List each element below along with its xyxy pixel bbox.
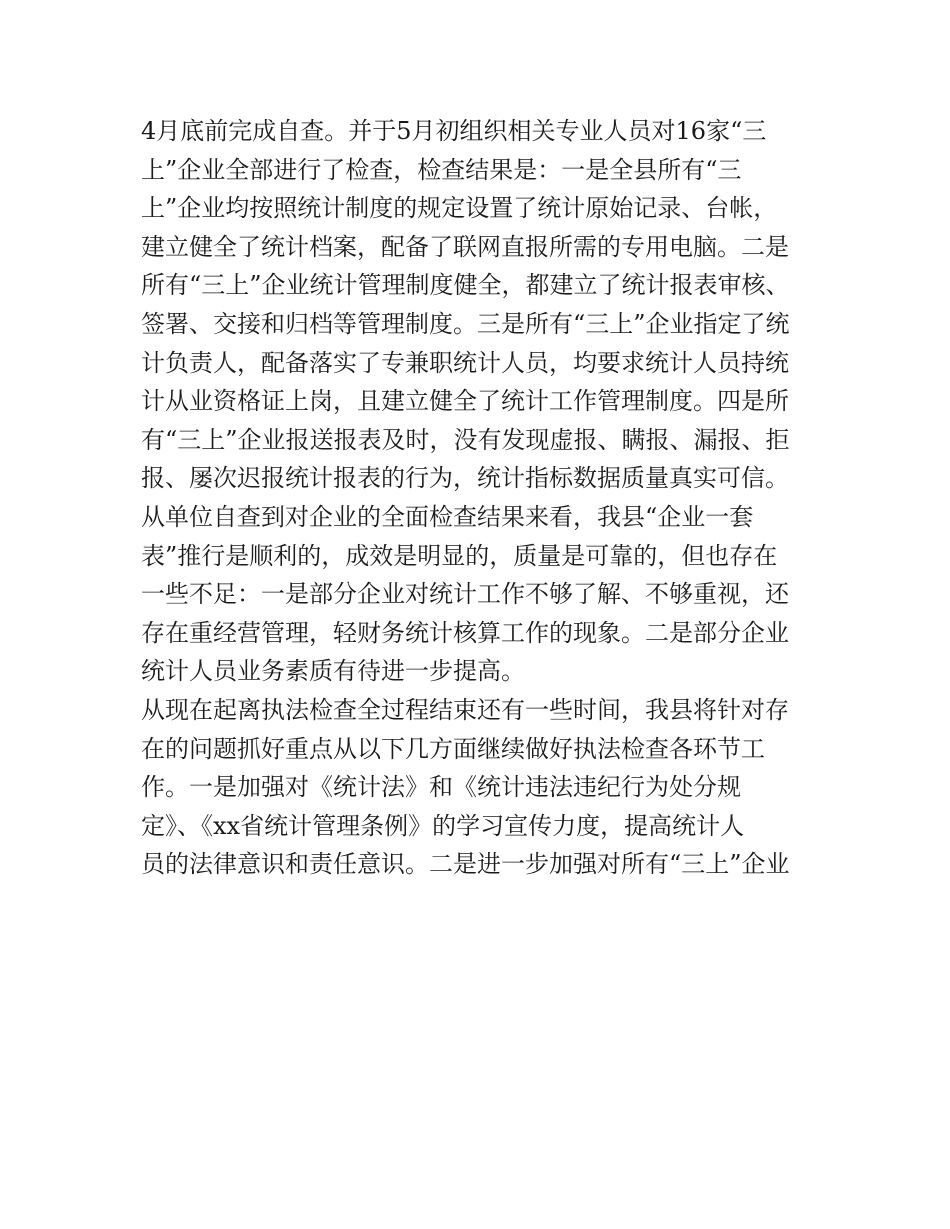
text-line: 所有“三上”企业统计管理制度健全，都建立了统计报表审核、 (141, 271, 790, 300)
text-line: 作。一是加强对《统计法》和《统计违法违纪行为处分规 (141, 773, 741, 802)
text-line: 上”企业全部进行了检查，检查结果是：一是全县所有“三 (141, 155, 742, 184)
text-line: 报、屡次迟报统计报表的行为，统计指标数据质量真实可信。 (141, 464, 789, 493)
text-line: 从单位自查到对企业的全面检查结果来看，我县“企业一套 (141, 502, 754, 531)
text-line: 计负责人，配备落实了专兼职统计人员，均要求统计人员持统 (141, 348, 789, 377)
text-line: 上”企业均按照统计制度的规定设置了统计原始记录、台帐， (141, 194, 778, 223)
text-line: 签署、交接和归档等管理制度。三是所有“三上”企业指定了统 (141, 309, 790, 338)
text-line: 员的法律意识和责任意识。二是进一步加强对所有“三上”企业 (141, 850, 790, 879)
text-line: 有“三上”企业报送报表及时，没有发现虚报、瞒报、漏报、拒 (141, 425, 790, 454)
text-line: 统计人员业务素质有待进一步提高。 (141, 657, 525, 686)
text-line: 从现在起离执法检查全过程结束还有一些时间，我县将针对存 (141, 695, 789, 724)
text-line: 存在重经营管理，轻财务统计核算工作的现象。二是部分企业 (141, 618, 789, 647)
text-line: 在的问题抓好重点从以下几方面继续做好执法检查各环节工 (141, 734, 765, 763)
text-line: 4月底前完成自查。并于5月初组织相关专业人员对16家“三 (141, 117, 767, 145)
text-line: 定》、《xx省统计管理条例》的学习宣传力度，提高统计人 (141, 811, 745, 840)
text-line: 建立健全了统计档案，配备了联网直报所需的专用电脑。二是 (141, 232, 789, 261)
text-line: 一些不足：一是部分企业对统计工作不够了解、不够重视，还 (141, 580, 789, 609)
text-line: 表”推行是顺利的，成效是明显的，质量是可靠的，但也存在 (141, 541, 778, 570)
body-text (141, 112, 831, 884)
text-line: 计从业资格证上岗，且建立健全了统计工作管理制度。四是所 (141, 387, 789, 416)
